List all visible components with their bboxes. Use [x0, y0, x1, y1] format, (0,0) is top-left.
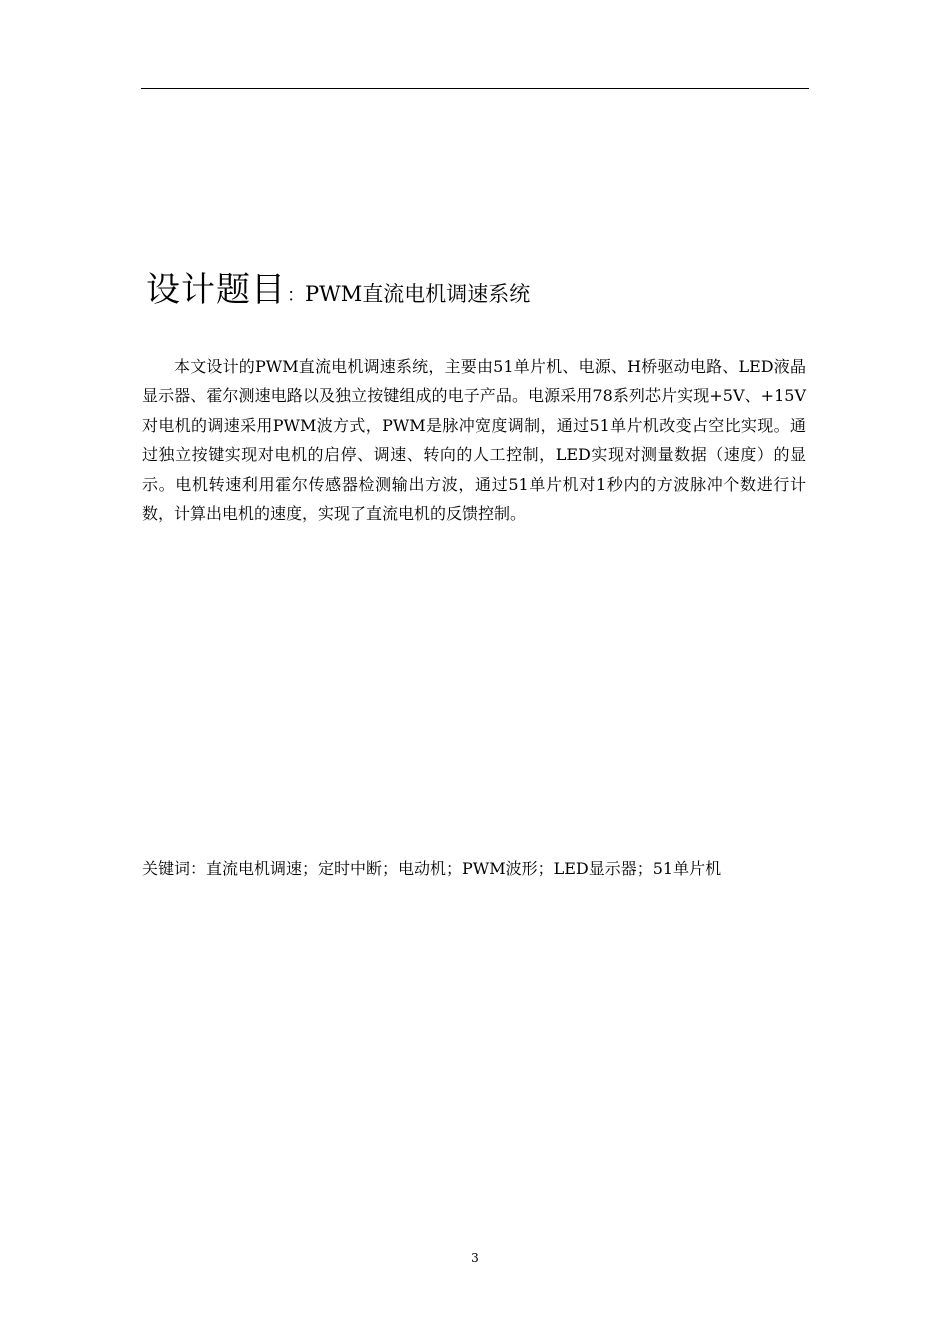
- header-rule: [141, 88, 809, 89]
- title-text: PWM直流电机调速系统: [305, 282, 531, 306]
- abstract-paragraph: 本文设计的PWM直流电机调速系统，主要由51单片机、电源、H桥驱动电路、LED液晶显示器、霍尔测速电路以及独立按键组成的电子产品。电源采用78系列芯片实现+5V、+15V对电机的调速采用PWM波方式，PWM是脉冲宽度调制，通过51单片机改变占空比实现。通过独立按键实现对电机的启停、调速、转向的人工控制，LED实现对测量数据（速度）的显示。电机转速利用霍尔传感器检测输出方波，通过51单片机对1秒内的方波脉冲个数进行计数，计算出电机的速度，实现了直流电机的反馈控制。: [142, 357, 806, 524]
- design-title: [146, 262, 806, 311]
- title-colon: ：: [287, 285, 305, 306]
- keywords-line: 关键词：直流电机调速；定时中断；电动机；PWM波形；LED显示器；51单片机: [142, 859, 722, 878]
- page-number: 3: [471, 1251, 479, 1265]
- title-label: 设计题目: [146, 270, 286, 310]
